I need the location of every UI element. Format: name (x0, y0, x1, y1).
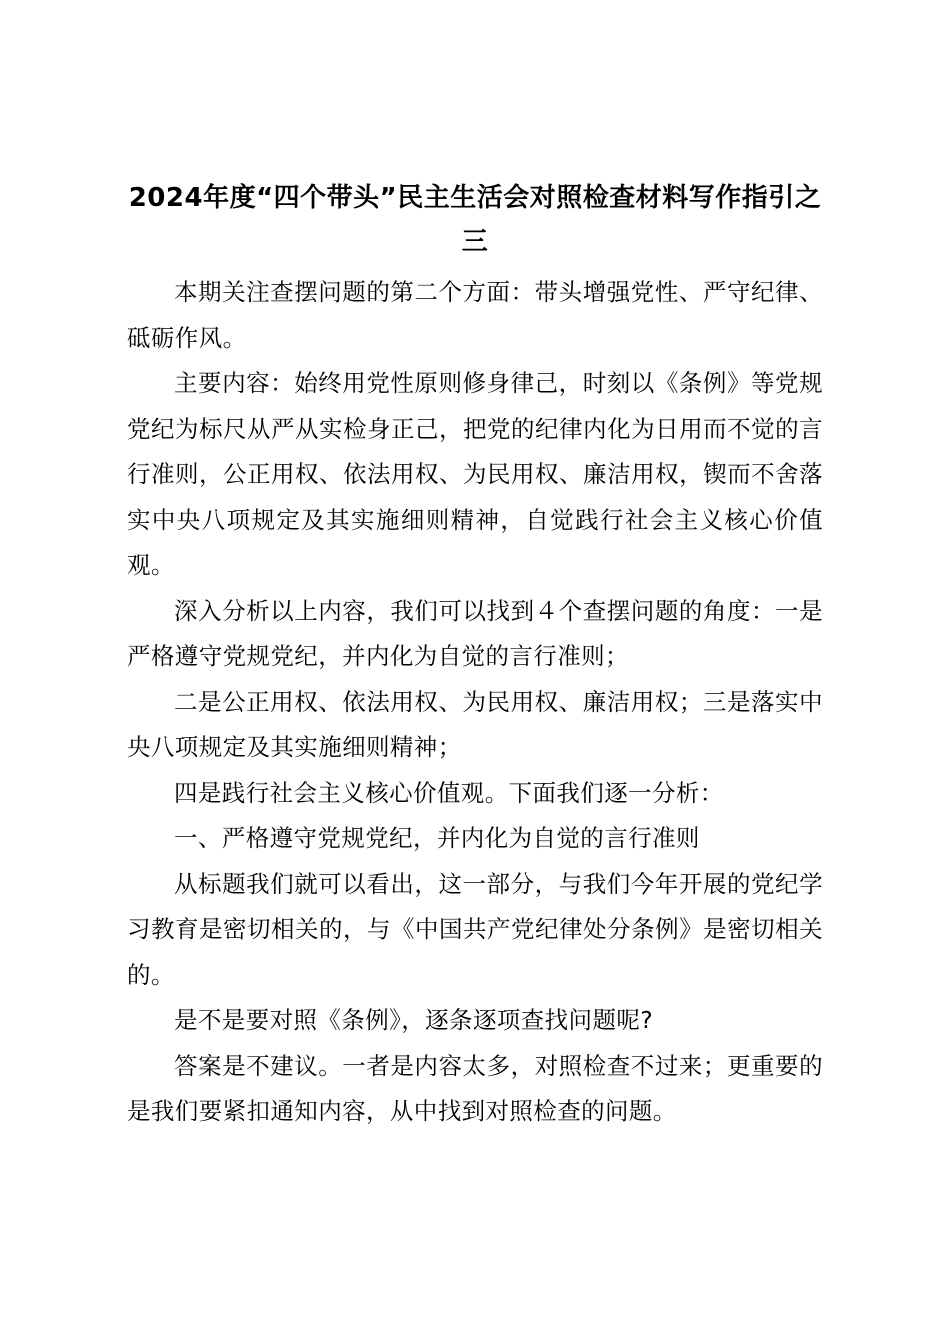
document-body (127, 176, 823, 1135)
document-title: 2024年度“四个带头”民主生活会对照检查材料写作指引之三 (128, 183, 822, 257)
paragraph-focus: 本期关注查摆问题的第二个方面：带头增强党性、严守纪律、砥砺作风。 (127, 278, 823, 352)
paragraph-four-angles: 深入分析以上内容，我们可以找到４个查摆问题的角度：一是严格遵守党规党纪，并内化为自觉的言行准则； (127, 596, 823, 670)
paragraph-question: 是不是要对照《条例》，逐条逐项查找问题呢? (174, 1006, 654, 1034)
paragraph-main-content: 主要内容：始终用党性原则修身律己，时刻以《条例》等党规党纪为标尺从严从实检身正己，把党的纪律内化为日用而不觉的言行准则，公正用权、依法用权、为民用权、廉洁用权，锲而不舍落实中央八项规定及其实施细则精神，自觉践行社会主义核心价值观。 (127, 369, 823, 579)
paragraph-angle-four: 四是践行社会主义核心价值观。下面我们逐一分析： (174, 778, 724, 807)
paragraph-angles-two-three: 二是公正用权、依法用权、为民用权、廉洁用权；三是落实中央八项规定及其实施细则精神； (127, 687, 823, 761)
paragraph-title-analysis: 从标题我们就可以看出，这一部分，与我们今年开展的党纪学习教育是密切相关的，与《中国共产党纪律处分条例》是密切相关的。 (127, 869, 823, 989)
paragraph-answer: 答案是不建议。一者是内容太多，对照检查不过来；更重要的是我们要紧扣通知内容，从中找到对照检查的问题。 (127, 1051, 823, 1125)
section-heading-one: 一、严格遵守党规党纪，并内化为自觉的言行准则 (174, 824, 700, 852)
